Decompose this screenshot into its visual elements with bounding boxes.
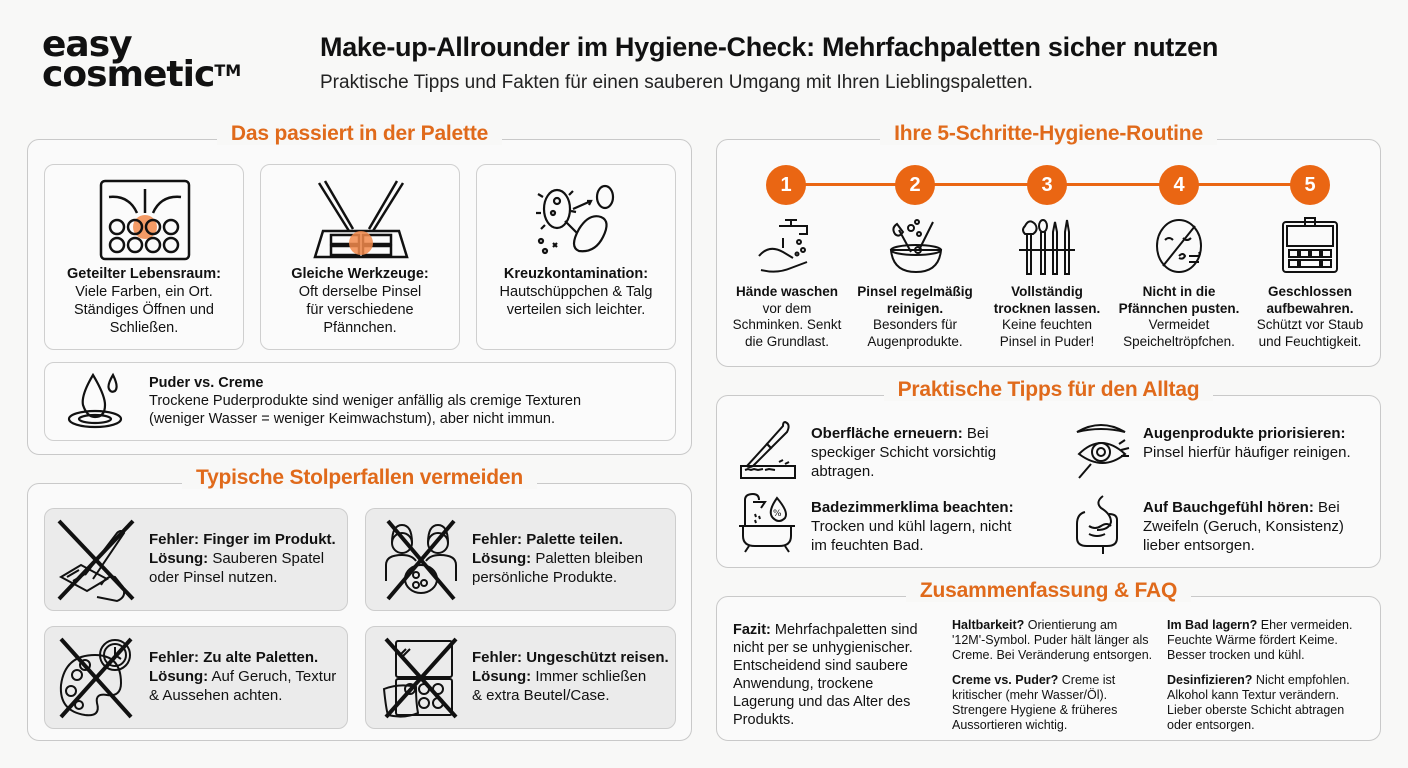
pitfall-error: Palette teilen.: [526, 531, 623, 548]
step-number-4: 4: [1159, 165, 1199, 205]
faq-item-disinfect: Desinfizieren? Nicht empfohlen. Alkohol kann Textur verändern. Lieber oberste Schicht abtragen oder entsorgen.: [1167, 673, 1350, 732]
bathtub-humidity-icon: [737, 492, 799, 556]
old-palette-crossed-icon: [55, 635, 137, 721]
pitfall-card-finger: Fehler: Finger im Produkt. Lösung: Sauberen Spatel oder Pinsel nutzen.: [44, 508, 348, 611]
pitfall-error: Zu alte Paletten.: [203, 649, 319, 666]
section-title: Das passiert in der Palette: [28, 122, 691, 146]
hand-washing-icon: [755, 216, 819, 278]
brush-bowl-icon: [885, 216, 947, 278]
fazit-text: Fazit: Mehrfachpaletten sind nicht per se unhygienischer. Entscheidend sind saubere Anwendung, trockene Lagerung und das Alter des Produkts.: [733, 622, 918, 728]
water-drops-icon: [63, 369, 129, 433]
info-card-same-tools: Gleiche Werkzeuge: Oft derselbe Pinsel für verschiedene Pfännchen.: [260, 164, 460, 350]
step-number-5: 5: [1290, 165, 1330, 205]
no-blowing-icon: [1149, 216, 1211, 278]
faq-item-bathroom-storage: Im Bad lagern? Eher vermeiden. Feuchte Wärme fördert Keime. Besser trocken und kühl.: [1167, 618, 1353, 662]
summary-faq-section: [716, 579, 1381, 741]
tips-section: Praktische Tipps für den Alltag Oberfläche erneuern: Bei speckiger Schicht vorsichtig abtragen. Augenprodukte priorisieren: Pinsel hierfür häufiger reinigen. % Badezimmerklima beachten: Trocken und kühl lagern, nicht im feuchten Bad. Auf Bauchgefühl hören: Bei Zweifeln (Geruch, Konsistenz) lieber entsorgen.: [716, 395, 1381, 568]
card-heading: Geteilter Lebensraum:: [67, 266, 221, 282]
sharing-palette-crossed-icon: [380, 517, 462, 603]
card-heading: Gleiche Werkzeuge:: [291, 266, 429, 282]
palette-section: [27, 122, 692, 455]
unprotected-travel-crossed-icon: [380, 635, 462, 721]
page-subtitle: Praktische Tipps und Fakten für einen sauberen Umgang mit Ihren Lieblingspaletten.: [320, 72, 1033, 93]
step-number-3: 3: [1027, 165, 1067, 205]
palette-arrows-icon: [95, 179, 195, 263]
card-heading: Kreuzkontamination:: [503, 266, 649, 282]
finger-in-palette-crossed-icon: [55, 517, 137, 603]
note-heading: Puder vs. Creme: [149, 375, 264, 391]
pitfall-solution: Immer schließen: [535, 668, 647, 685]
info-card-cross-contamination: Kreuzkontamination: Hautschüppchen & Talg verteilen sich leichter.: [476, 164, 676, 350]
step-number-1: 1: [766, 165, 806, 205]
pitfall-card-travel: Fehler: Ungeschützt reisen. Lösung: Immer schließen & extra Beutel/Case.: [365, 626, 676, 729]
section-title: Ihre 5-Schritte-Hygiene-Routine: [717, 122, 1380, 146]
pitfall-error: Ungeschützt reisen.: [526, 649, 669, 666]
page-title: Make-up-Allrounder im Hygiene-Check: Mehrfachpaletten sicher nutzen: [320, 32, 1219, 62]
eye-brush-icon: [1073, 418, 1135, 482]
logo-line-2: cosmetic: [42, 54, 215, 95]
pitfalls-section: [27, 466, 692, 741]
logo-line-1: easy: [42, 24, 132, 65]
brand-logo: [42, 24, 242, 95]
svg-text:%: %: [773, 509, 782, 519]
pitfall-card-old-palettes: Fehler: Zu alte Paletten. Lösung: Auf Geruch, Textur & Aussehen achten.: [44, 626, 348, 729]
faq-item-shelf-life: Haltbarkeit? Orientierung am '12M'-Symbol. Puder hält länger als Creme. Bei Veränderung entsorgen.: [952, 618, 1153, 662]
faq-item-cream-vs-powder: Creme vs. Puder? Creme ist kritischer (mehr Wasser/Öl). Strengere Hygiene & früheres Aussortieren wichtig.: [952, 673, 1118, 732]
bacteria-icon: [535, 179, 621, 263]
info-card-shared-space: Geteilter Lebensraum: Viele Farben, ein Ort. Ständiges Öffnen und Schließen.: [44, 164, 244, 350]
drying-brushes-icon: [1015, 216, 1079, 278]
brushes-palette-icon: [309, 179, 413, 263]
pitfall-error: Finger im Produkt.: [203, 531, 336, 548]
routine-section: Ihre 5-Schritte-Hygiene-Routine 1 Hände waschen vor dem Schminken. Senkt die Grundlast. 2 Pinsel regelmäßig reinigen. Besonders für Augenprodukte. 3 Vollständig trocknen lassen. Keine feuchten Pinsel in Puder! 4 Nicht in die Pfännchen pusten. Vermeidet Speicheltröpfchen. 5 Geschlossen aufbewahren. Schützt vor Staub und Feuchtigkeit.: [716, 139, 1381, 367]
pitfall-solution: Paletten bleiben: [535, 550, 643, 567]
section-title: Typische Stolperfallen vermeiden: [28, 466, 691, 490]
spatula-scrape-icon: [737, 418, 799, 482]
powder-vs-cream-note: Puder vs. Creme Trockene Puderprodukte sind weniger anfällig als cremige Texturen (weniger Wasser = weniger Keimwachstum), aber nicht immun.: [44, 362, 676, 441]
pitfall-solution: Sauberen Spatel: [212, 550, 325, 567]
step-number-2: 2: [895, 165, 935, 205]
closed-palette-icon: [1279, 216, 1341, 278]
gut-icon: [1073, 492, 1135, 556]
section-title: Zusammenfassung & FAQ: [717, 579, 1380, 603]
trademark: TM: [214, 61, 242, 80]
pitfall-card-sharing: Fehler: Palette teilen. Lösung: Paletten bleiben persönliche Produkte.: [365, 508, 676, 611]
pitfall-solution: Auf Geruch, Textur: [211, 668, 337, 685]
section-title: Praktische Tipps für den Alltag: [717, 378, 1380, 402]
